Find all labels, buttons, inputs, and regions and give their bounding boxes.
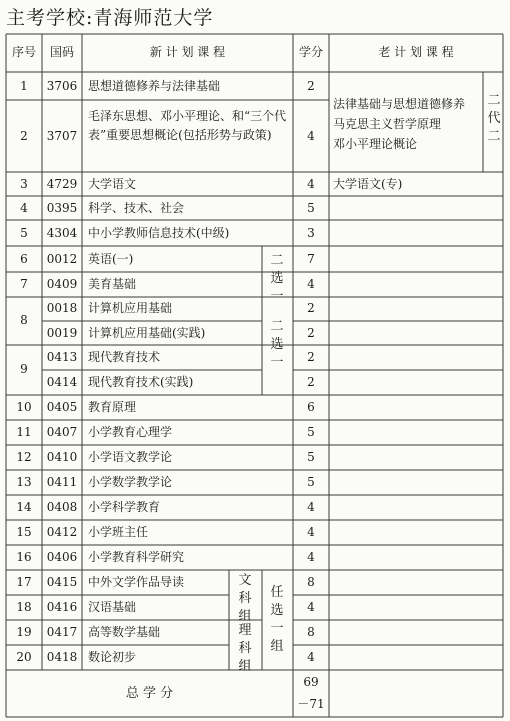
row-credits: 5 bbox=[307, 425, 315, 439]
row-credits: 6 bbox=[307, 400, 315, 414]
row-course: 毛泽东思想、邓小平理论、和“三个代表”重要思想概论(包括形势与政策) bbox=[88, 109, 287, 142]
row-seq: 13 bbox=[16, 475, 32, 489]
row-seq: 5 bbox=[20, 226, 28, 240]
row-code: 0417 bbox=[46, 625, 78, 639]
row-code: 0414 bbox=[46, 375, 78, 389]
row-code: 0406 bbox=[46, 550, 78, 564]
row-course: 小学班主任 bbox=[88, 525, 149, 539]
row-credits: 5 bbox=[307, 450, 315, 464]
row-code: 4304 bbox=[46, 226, 78, 240]
row-code: 0405 bbox=[46, 400, 78, 414]
row-code: 0413 bbox=[46, 350, 78, 364]
old-course: 法律基础与思想道德修养 bbox=[333, 97, 466, 111]
row-code: 0395 bbox=[46, 201, 78, 215]
row-credits: 4 bbox=[307, 650, 315, 664]
literature-group-label: 文科组 bbox=[238, 573, 252, 624]
header-code: 国码 bbox=[49, 45, 74, 59]
row-code: 0012 bbox=[46, 252, 78, 266]
row-credits: 2 bbox=[307, 350, 315, 364]
row-course: 英语(一) bbox=[88, 252, 134, 266]
row-credits: 4 bbox=[307, 129, 315, 143]
row-code: 3707 bbox=[46, 129, 78, 143]
row-seq: 9 bbox=[20, 362, 28, 376]
row-course: 高等数学基础 bbox=[88, 625, 161, 639]
row-credits: 7 bbox=[307, 252, 315, 266]
row-course: 科学、技术、社会 bbox=[88, 201, 185, 215]
header-old-plan: 老 计 划 课 程 bbox=[378, 45, 454, 59]
row-credits: 2 bbox=[307, 375, 315, 389]
row-course: 小学教育科学研究 bbox=[88, 550, 185, 564]
header-seq: 序号 bbox=[11, 45, 36, 59]
row-code: 0409 bbox=[46, 277, 78, 291]
row-course: 思想道德修养与法律基础 bbox=[88, 79, 221, 93]
row-seq: 18 bbox=[16, 600, 32, 614]
pick-one-label: 二选一 bbox=[270, 319, 284, 370]
old-plan-side-label: 二代二 bbox=[487, 93, 501, 144]
science-group-label: 理科组 bbox=[238, 623, 252, 674]
row-seq: 6 bbox=[20, 252, 28, 266]
row-code: 0408 bbox=[46, 500, 78, 514]
page-title: 主考学校:青海师范大学 bbox=[6, 7, 214, 29]
row-credits: 5 bbox=[307, 201, 315, 215]
total-label: 总 学 分 bbox=[125, 686, 174, 701]
row-credits: 4 bbox=[307, 500, 315, 514]
row-code: 0018 bbox=[46, 301, 78, 315]
row-credits: 2 bbox=[307, 326, 315, 340]
row-credits: 2 bbox=[307, 301, 315, 315]
header-credits: 学分 bbox=[298, 45, 323, 59]
row-course: 美育基础 bbox=[88, 277, 137, 291]
row-course: 计算机应用基础(实践) bbox=[88, 326, 206, 340]
row-seq: 17 bbox=[16, 575, 32, 589]
pick-one-label: 二选一 bbox=[270, 253, 284, 304]
old-course: 邓小平理论概论 bbox=[333, 137, 418, 151]
row-seq: 8 bbox=[20, 313, 28, 327]
row-course: 小学数学教学论 bbox=[88, 475, 173, 489]
row-credits: 4 bbox=[307, 525, 315, 539]
row-course: 中小学教师信息技术(中级) bbox=[88, 226, 230, 240]
total-value: 69 bbox=[303, 675, 319, 689]
row-code: 0411 bbox=[46, 475, 78, 489]
row-seq: 4 bbox=[20, 201, 28, 215]
row-seq: 12 bbox=[16, 450, 32, 464]
row-course: 计算机应用基础 bbox=[88, 301, 173, 315]
row-seq: 11 bbox=[16, 425, 32, 439]
row-course: 小学语文教学论 bbox=[88, 450, 173, 464]
row-credits: 2 bbox=[307, 79, 315, 93]
row-code: 0407 bbox=[46, 425, 78, 439]
row-seq: 14 bbox=[16, 500, 32, 514]
row-seq: 2 bbox=[20, 129, 28, 143]
row-code: 0416 bbox=[46, 600, 78, 614]
row-credits: 4 bbox=[307, 550, 315, 564]
old-course: 大学语文(专) bbox=[333, 177, 403, 191]
row-seq: 7 bbox=[20, 277, 28, 291]
row-seq: 15 bbox=[16, 525, 32, 539]
row-course: 现代教育技术 bbox=[88, 350, 161, 364]
total-value-range: －71 bbox=[297, 697, 325, 711]
row-code: 0415 bbox=[46, 575, 78, 589]
row-seq: 19 bbox=[16, 625, 32, 639]
row-course: 大学语文 bbox=[88, 177, 137, 191]
row-course: 中外文学作品导读 bbox=[88, 575, 185, 589]
row-code: 0412 bbox=[46, 525, 78, 539]
row-code: 4729 bbox=[46, 177, 78, 191]
row-course: 教育原理 bbox=[88, 400, 137, 414]
row-course: 现代教育技术(实践) bbox=[88, 375, 194, 389]
row-credits: 3 bbox=[307, 226, 315, 240]
row-credits: 4 bbox=[307, 177, 315, 191]
row-seq: 16 bbox=[16, 550, 32, 564]
row-course: 数论初步 bbox=[88, 650, 137, 664]
row-credits: 8 bbox=[307, 625, 315, 639]
row-credits: 4 bbox=[307, 600, 315, 614]
row-code: 3706 bbox=[46, 79, 78, 93]
row-seq: 20 bbox=[16, 650, 32, 664]
header-new-plan: 新 计 划 课 程 bbox=[149, 45, 226, 59]
row-code: 0418 bbox=[46, 650, 78, 664]
row-credits: 5 bbox=[307, 475, 315, 489]
row-credits: 4 bbox=[307, 277, 315, 291]
elective-group-label: 任选一组 bbox=[270, 585, 284, 654]
row-code: 0019 bbox=[46, 326, 78, 340]
row-seq: 10 bbox=[16, 400, 32, 414]
row-seq: 1 bbox=[20, 79, 28, 93]
row-course: 小学科学教育 bbox=[88, 500, 161, 514]
row-course: 小学教育心理学 bbox=[88, 425, 173, 439]
row-credits: 8 bbox=[307, 575, 315, 589]
row-code: 0410 bbox=[46, 450, 78, 464]
row-seq: 3 bbox=[20, 177, 28, 191]
old-course: 马克思主义哲学原理 bbox=[333, 117, 442, 131]
row-course: 汉语基础 bbox=[88, 600, 137, 614]
